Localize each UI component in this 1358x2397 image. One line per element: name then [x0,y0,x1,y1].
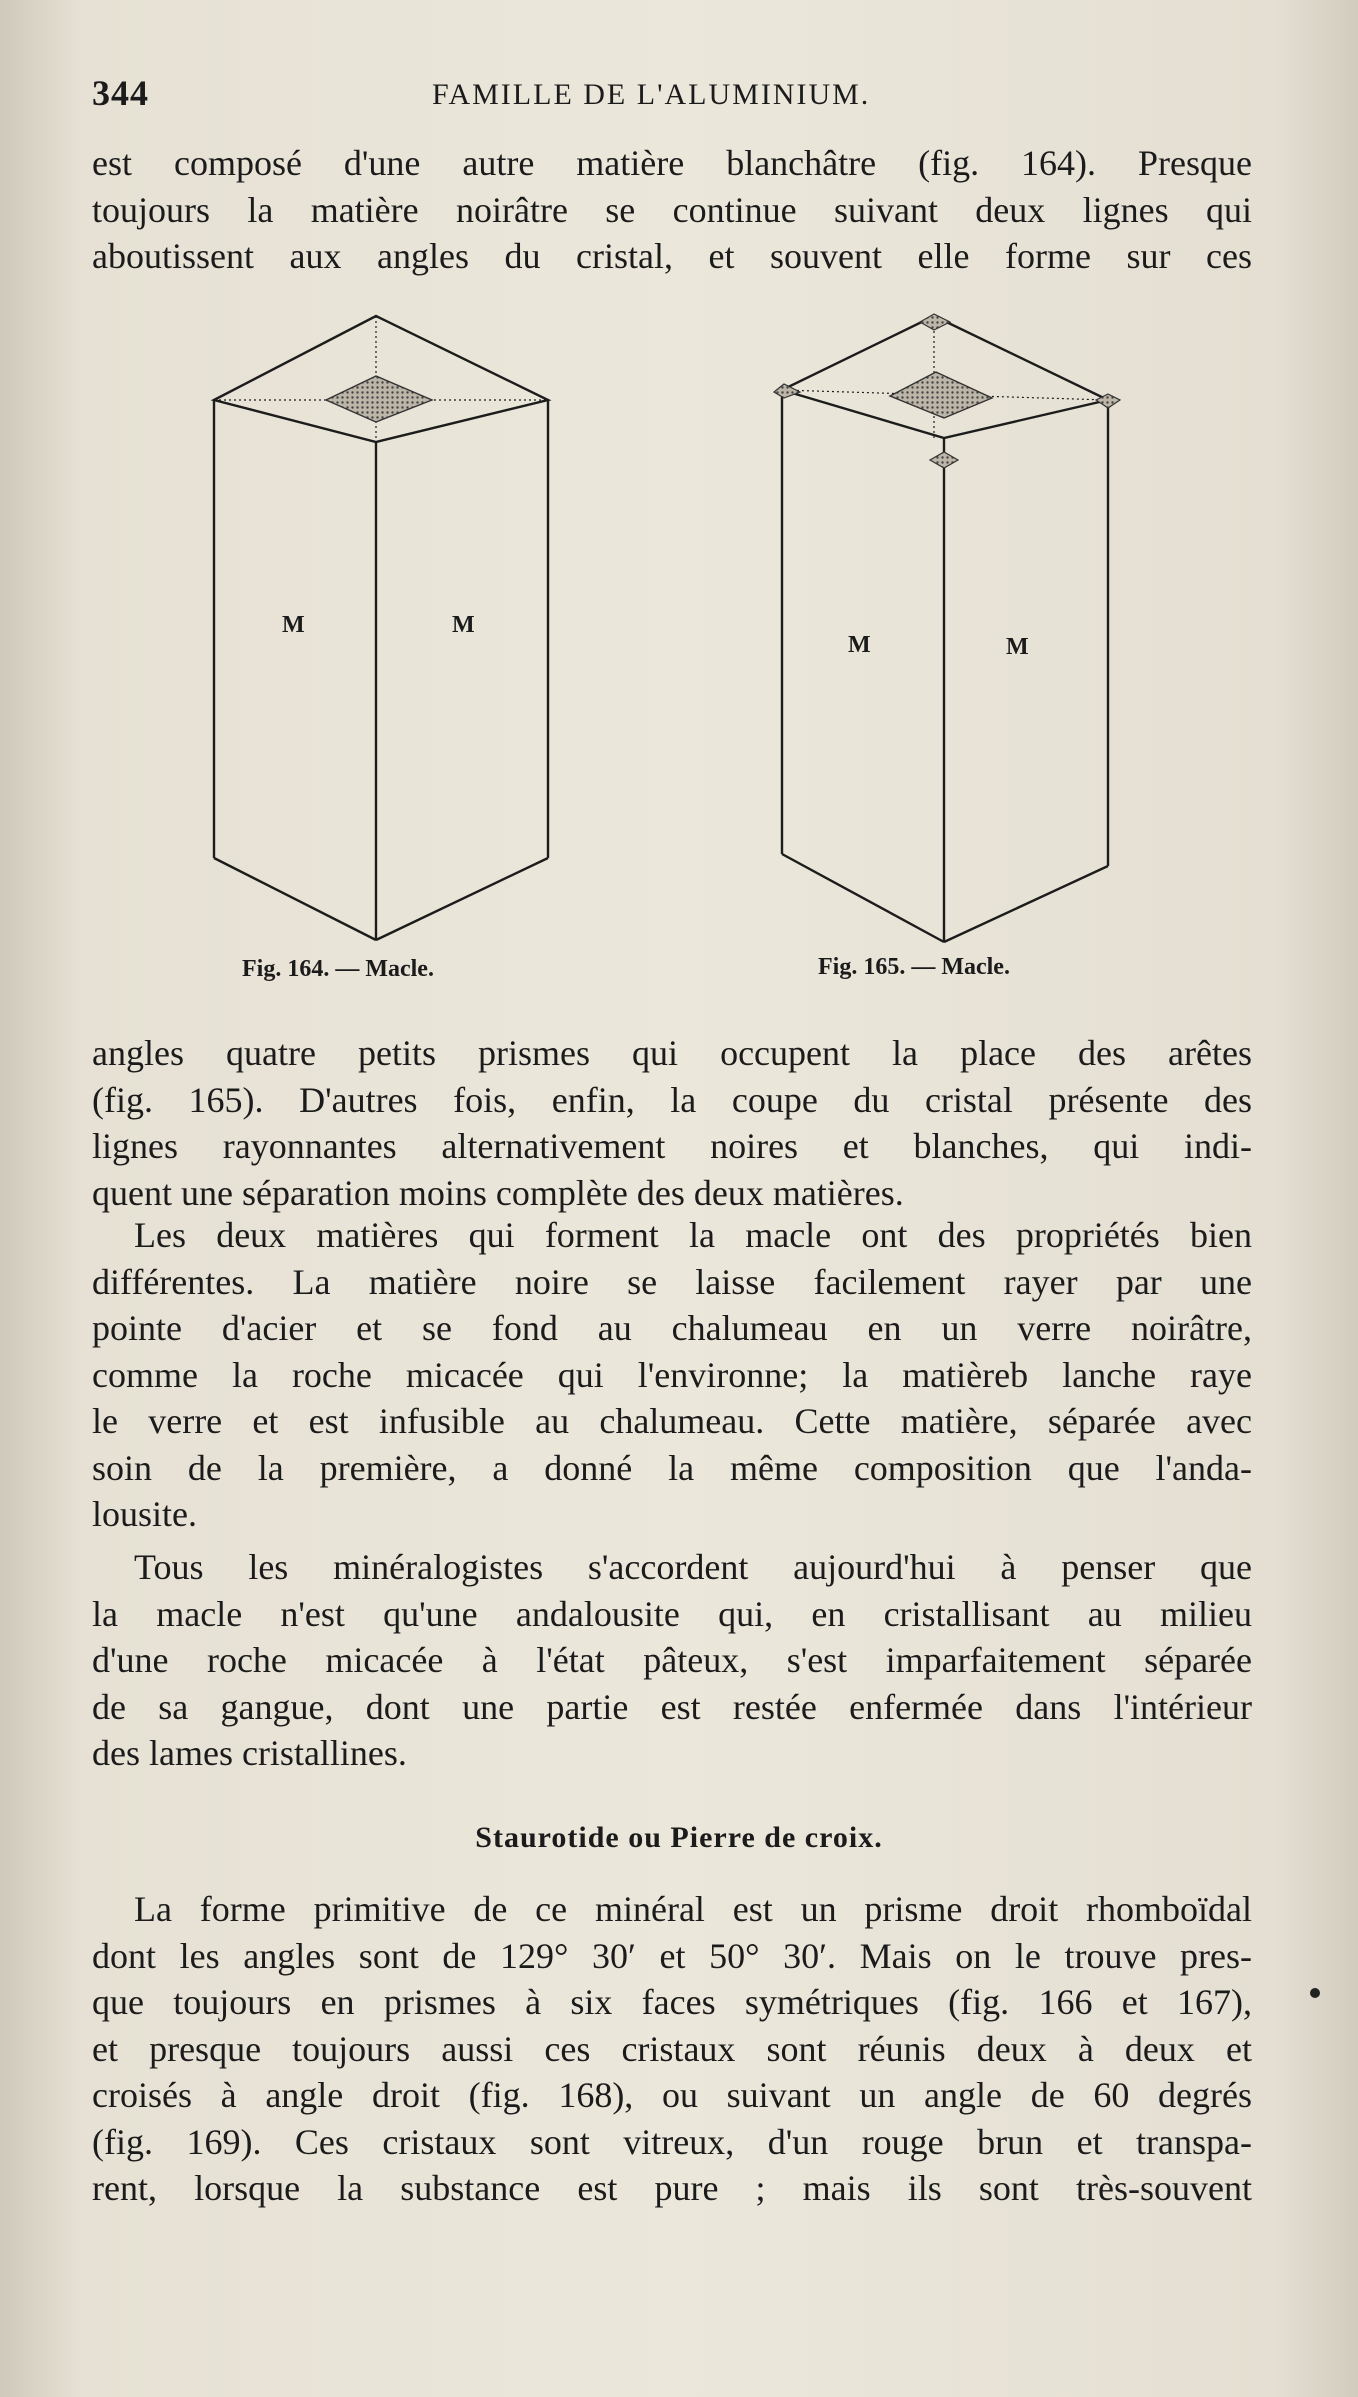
text-line: différentes. La matière noire se laisse facilement rayer par une [92,1261,1252,1302]
text-line: que toujours en prismes à six faces symétriques (fig. 166 et 167), [92,1982,1252,2022]
paragraph [92,140,1252,280]
macle-crystal-illustration [770,300,1140,950]
page-number: 344 [92,73,149,113]
text-line: d'une roche micacée à l'état pâteux, s'est imparfaitement séparée [92,1640,1252,1680]
paragraph [92,1212,1252,1538]
section-heading: Staurotide ou Pierre de croix. [475,1821,883,1854]
text-line: pointe d'acier et se fond au chalumeau en un verre noirâtre, [92,1308,1252,1348]
text-line: quent une séparation moins complète des deux matières. [92,1172,904,1213]
macle-crystal-illustration [200,300,570,950]
paragraph [92,1030,1252,1216]
text-line: lousite. [92,1494,197,1534]
face-label: M [282,612,305,638]
text-line: toujours la matière noirâtre se continue suivant deux lignes qui [92,189,1252,230]
text-line: croisés à angle droit (fig. 168), ou suivant un angle de 60 degrés [92,2075,1252,2115]
text-line: rent, lorsque la substance est pure ; mais ils sont très-souvent [92,2168,1252,2208]
text-line: Tous les minéralogistes s'accordent aujourd'hui à penser que [134,1547,1252,1587]
face-label: M [452,612,475,638]
text-line: Les deux matières qui forment la macle ont des propriétés bien [134,1215,1252,1255]
text-line: dont les angles sont de 129° 30′ et 50° 30′. Mais on le trouve pres- [92,1935,1252,1976]
text-line: (fig. 169). Ces cristaux sont vitreux, d'un rouge brun et transpa- [92,2121,1252,2162]
figure-caption: Fig. 165. — Macle. [818,954,1010,980]
text-line: la macle n'est qu'une andalousite qui, en cristallisant au milieu [92,1593,1252,1634]
figure-caption: Fig. 164. — Macle. [242,956,434,982]
text-line: comme la roche micacée qui l'environne; la matièreb lanche raye [92,1354,1252,1395]
face-label: M [848,632,871,658]
page-header [92,72,1252,122]
running-title: FAMILLE DE L'ALUMINIUM. [432,78,871,111]
text-line: angles quatre petits prismes qui occupent la place des arêtes [92,1033,1252,1073]
text-line: lignes rayonnantes alternativement noires et blanches, qui indi- [92,1126,1252,1166]
text-line: le verre et est infusible au chalumeau. Cette matière, séparée avec [92,1401,1252,1441]
text-line: La forme primitive de ce minéral est un prisme droit rhomboïdal [134,1889,1252,1929]
text-line: (fig. 165). D'autres fois, enfin, la coupe du cristal présente des [92,1079,1252,1120]
text-line: de sa gangue, dont une partie est restée enfermée dans l'intérieur [92,1686,1252,1727]
figure-164 [200,300,570,1000]
figure-165 [770,300,1140,1000]
text-line: et presque toujours aussi ces cristaux sont réunis deux à deux et [92,2028,1252,2069]
text-line: soin de la première, a donné la même composition que l'anda- [92,1447,1252,1488]
text-line: des lames cristallines. [92,1733,407,1773]
ink-mark [1310,1988,1320,1998]
paragraph [92,1544,1252,1777]
face-label: M [1006,634,1029,660]
text-line: aboutissent aux angles du cristal, et souvent elle forme sur ces [92,236,1252,276]
text-line: est composé d'une autre matière blanchâtre (fig. 164). Presque [92,143,1252,183]
paragraph [92,1886,1252,2212]
